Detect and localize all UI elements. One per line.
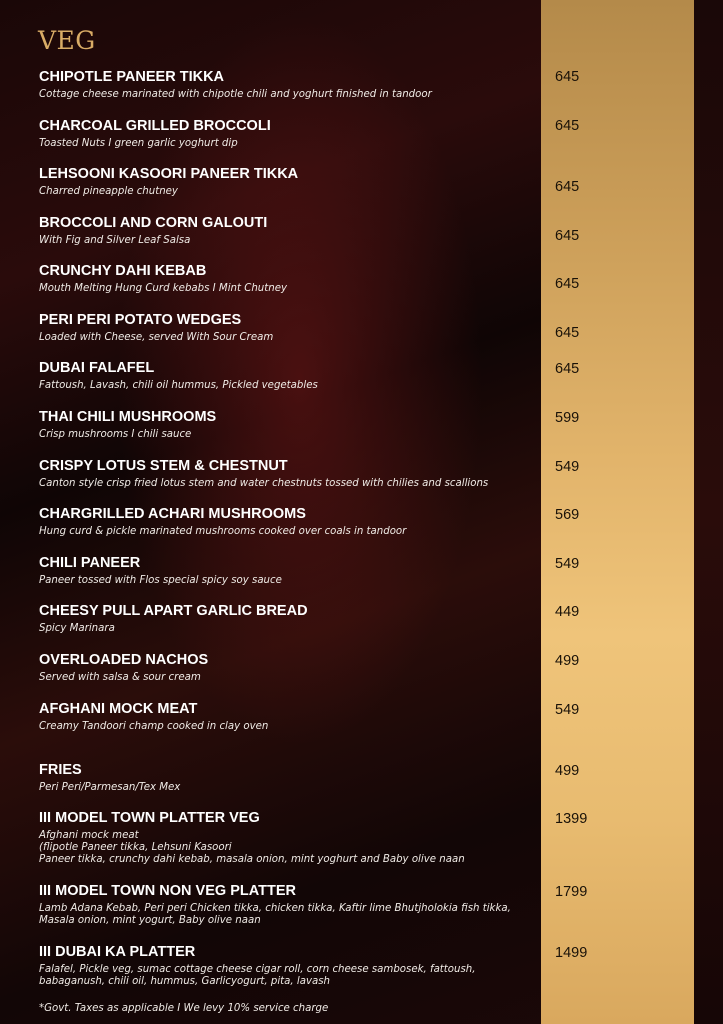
item-description: Creamy Tandoori champ cooked in clay oven — [39, 721, 269, 732]
menu-item — [39, 762, 539, 794]
menu-item — [39, 215, 539, 247]
item-price: 549 — [555, 556, 580, 572]
item-description: Fattoush, Lavash, chili oil hummus, Pickled vegetables — [39, 380, 318, 391]
item-description: Canton style crisp fried lotus stem and water chestnuts tossed with chilies and scallions — [39, 478, 489, 489]
item-price: 645 — [555, 325, 580, 341]
menu-item — [39, 118, 539, 150]
item-price: 1399 — [555, 811, 588, 827]
item-name: THAI CHILI MUSHROOMS — [39, 409, 217, 425]
item-price: 645 — [555, 69, 580, 85]
item-description: Charred pineapple chutney — [39, 186, 178, 197]
item-price: 645 — [555, 118, 580, 134]
tax-footnote: *Govt. Taxes as applicable I We levy 10% service charge — [39, 1003, 329, 1014]
menu-item — [39, 166, 539, 198]
item-name: LEHSOONI KASOORI PANEER TIKKA — [39, 166, 299, 182]
item-description: Peri Peri/Parmesan/Tex Mex — [39, 782, 181, 793]
item-name: DUBAI FALAFEL — [39, 360, 155, 376]
item-name: PERI PERI POTATO WEDGES — [39, 312, 242, 328]
item-name: CHEESY PULL APART GARLIC BREAD — [39, 603, 308, 619]
item-name: CHARCOAL GRILLED BROCCOLI — [39, 118, 271, 134]
menu-item — [39, 506, 539, 538]
item-name: III MODEL TOWN PLATTER VEG — [39, 810, 260, 826]
menu-item — [39, 458, 539, 490]
item-price: 1799 — [555, 884, 588, 900]
item-description: Mouth Melting Hung Curd kebabs I Mint Chutney — [39, 283, 288, 294]
item-price: 599 — [555, 410, 580, 426]
item-price: 449 — [555, 604, 580, 620]
menu-item — [39, 360, 539, 392]
item-name: CHIPOTLE PANEER TIKKA — [39, 69, 225, 85]
item-description: Spicy Marinara — [39, 623, 115, 634]
item-price: 1499 — [555, 945, 588, 961]
item-name: CRISPY LOTUS STEM & CHESTNUT — [39, 458, 288, 474]
item-description: Paneer tossed with Flos special spicy soy sauce — [39, 575, 282, 586]
item-price: 499 — [555, 653, 580, 669]
menu-item — [39, 603, 539, 635]
item-description: Cottage cheese marinated with chipotle chili and yoghurt finished in tandoor — [39, 89, 432, 100]
item-name: CHILI PANEER — [39, 555, 141, 571]
item-name: BROCCOLI AND CORN GALOUTI — [39, 215, 268, 231]
menu-item — [39, 69, 539, 101]
item-price: 645 — [555, 228, 580, 244]
item-name: CHARGRILLED ACHARI MUSHROOMS — [39, 506, 306, 522]
menu-item — [39, 652, 539, 684]
item-description: Hung curd & pickle marinated mushrooms cooked over coals in tandoor — [39, 526, 407, 537]
item-name: III MODEL TOWN NON VEG PLATTER — [39, 883, 296, 899]
item-price: 549 — [555, 702, 580, 718]
item-description: Falafel, Pickle veg, sumac cottage cheese cigar roll, corn cheese sambosek, fattoush, babaganush, chili oil, hummus, Garlicyogurt, pita, lavash — [39, 964, 476, 987]
menu-item — [39, 883, 539, 927]
item-name: CRUNCHY DAHI KEBAB — [39, 263, 207, 279]
item-name: FRIES — [39, 762, 82, 778]
item-description: Served with salsa & sour cream — [39, 672, 201, 683]
menu-item — [39, 944, 539, 988]
item-description: Loaded with Cheese, served With Sour Cream — [39, 332, 274, 343]
menu-item — [39, 312, 539, 344]
menu-item — [39, 263, 539, 295]
item-price: 645 — [555, 276, 580, 292]
item-description: Crisp mushrooms I chili sauce — [39, 429, 192, 440]
item-description: Lamb Adana Kebab, Peri peri Chicken tikka, chicken tikka, Kaftir lime Bhutjholokia fish tikka, Masala onion, mint yogurt, Baby olive naan — [39, 903, 511, 926]
item-price: 549 — [555, 459, 580, 475]
item-price: 645 — [555, 179, 580, 195]
item-description: Afghani mock meat (flipotle Paneer tikka, Lehsuni Kasoori Paneer tikka, crunchy dahi kebab, masala onion, mint yoghurt and Baby olive naan — [39, 830, 465, 865]
item-price: 499 — [555, 763, 580, 779]
section-title: VEG — [38, 26, 96, 55]
item-description: Toasted Nuts I green garlic yoghurt dip — [39, 138, 238, 149]
menu-item — [39, 810, 539, 866]
item-price: 569 — [555, 507, 580, 523]
item-name: AFGHANI MOCK MEAT — [39, 701, 198, 717]
right-edge-background — [694, 0, 723, 1024]
menu-item — [39, 701, 539, 733]
menu-item — [39, 409, 539, 441]
item-description: With Fig and Silver Leaf Salsa — [39, 235, 191, 246]
item-name: III DUBAI KA PLATTER — [39, 944, 196, 960]
item-name: OVERLOADED NACHOS — [39, 652, 209, 668]
menu-item — [39, 555, 539, 587]
item-price: 645 — [555, 361, 580, 377]
